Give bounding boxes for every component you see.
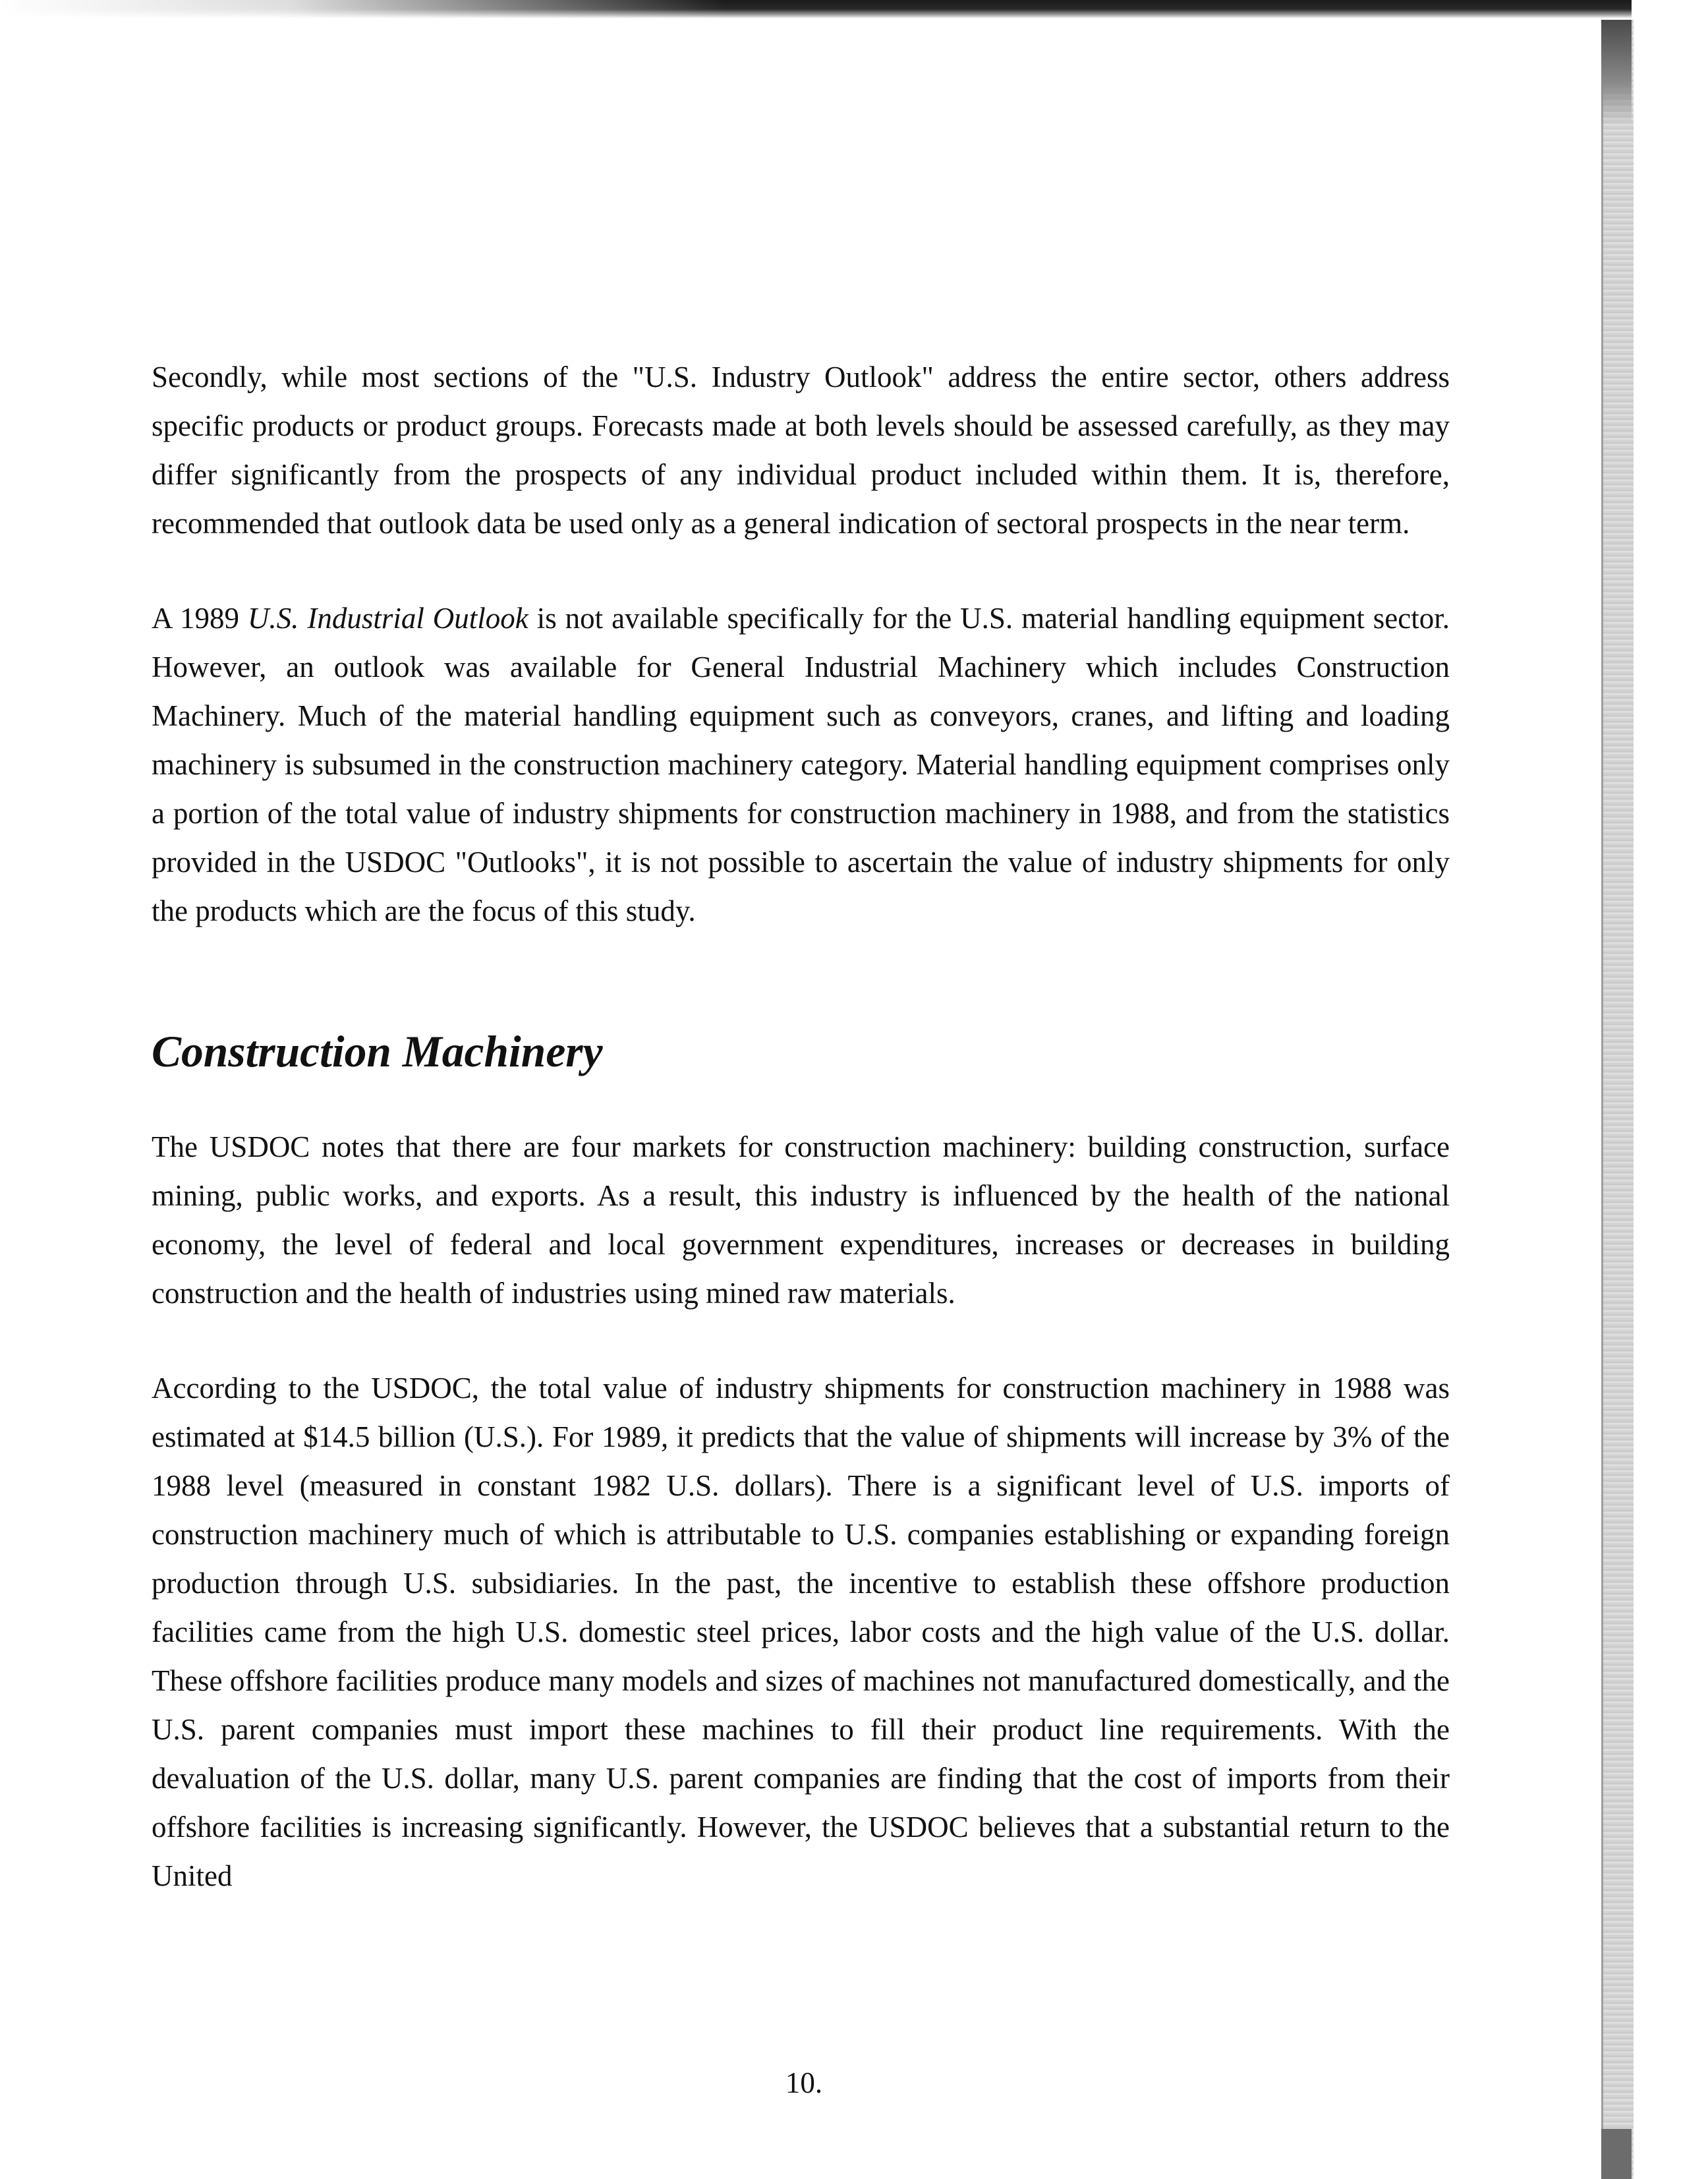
paragraph-lead: A 1989 — [152, 602, 248, 635]
paragraph-construction-markets: The USDOC notes that there are four markets for construction machinery: building construction, surface mining, public works, and exports. As a result, this industry is influenced by the health of the national economy, the level of federal and local government expenditures, increases or decreases in building construction and the health of industries using mined raw materials. — [152, 1130, 1450, 1310]
scan-right-edge-bottom — [1601, 2129, 1632, 2179]
document-page — [152, 353, 1450, 1900]
scan-right-edge — [1601, 20, 1634, 2179]
paragraph-industrial-outlook — [152, 594, 1450, 935]
section-heading: Construction Machinery — [152, 1027, 603, 1076]
paragraph-outlook-sections: Secondly, while most sections of the "U.S. Industry Outlook" address the entire sector, others address specific products or product groups. Forecasts made at both levels should be assessed carefully, as they may differ significantly from the prospects of any individual product included within them. It is, therefore, recommended that outlook data be used only as a general indication of sectoral prospects in the near term. — [152, 361, 1450, 540]
publication-title: U.S. Industrial Outlook — [247, 602, 528, 635]
page-number: 10. — [785, 2066, 823, 2099]
paragraph-body: is not available specifically for the U.S. material handling equipment sector. However, an outlook was available for General Industrial Machinery which includes Construction Machinery. Much of the material handling equipment such as conveyors, cranes, and lifting and loading machinery is subsumed in the construction machinery category. Material handling equipment comprises only a portion of the total value of industry shipments for construction machinery in 1988, and from the statistics provided in the USDOC "Outlooks", it is not possible to ascertain the value of industry shipments for only the products which are the focus of this study. — [152, 602, 1450, 927]
scan-right-margin — [1632, 0, 1708, 2179]
scan-top-edge-fade — [0, 0, 725, 20]
scan-right-edge-shadow — [1601, 20, 1632, 125]
paragraph-industry-shipments: According to the USDOC, the total value of industry shipments for construction machinery in 1988 was estimated at $14.5 billion (U.S.). For 1989, it predicts that the value of shipments will increase by 3% of the 1988 level (measured in constant 1982 U.S. dollars). There is a significant level of U.S. imports of construction machinery much of which is attributable to U.S. companies establishing or expanding foreign production through U.S. subsidiaries. In the past, the incentive to establish these offshore production facilities came from the high U.S. domestic steel prices, labor costs and the high value of the U.S. dollar. These offshore facilities produce many models and sizes of machines not manufactured domestically, and the U.S. parent companies must import these machines to fill their product line requirements. With the devaluation of the U.S. dollar, many U.S. parent companies are finding that the cost of imports from their offshore facilities is increasing significantly. However, the USDOC believes that a substantial return to the United — [152, 1372, 1450, 1892]
